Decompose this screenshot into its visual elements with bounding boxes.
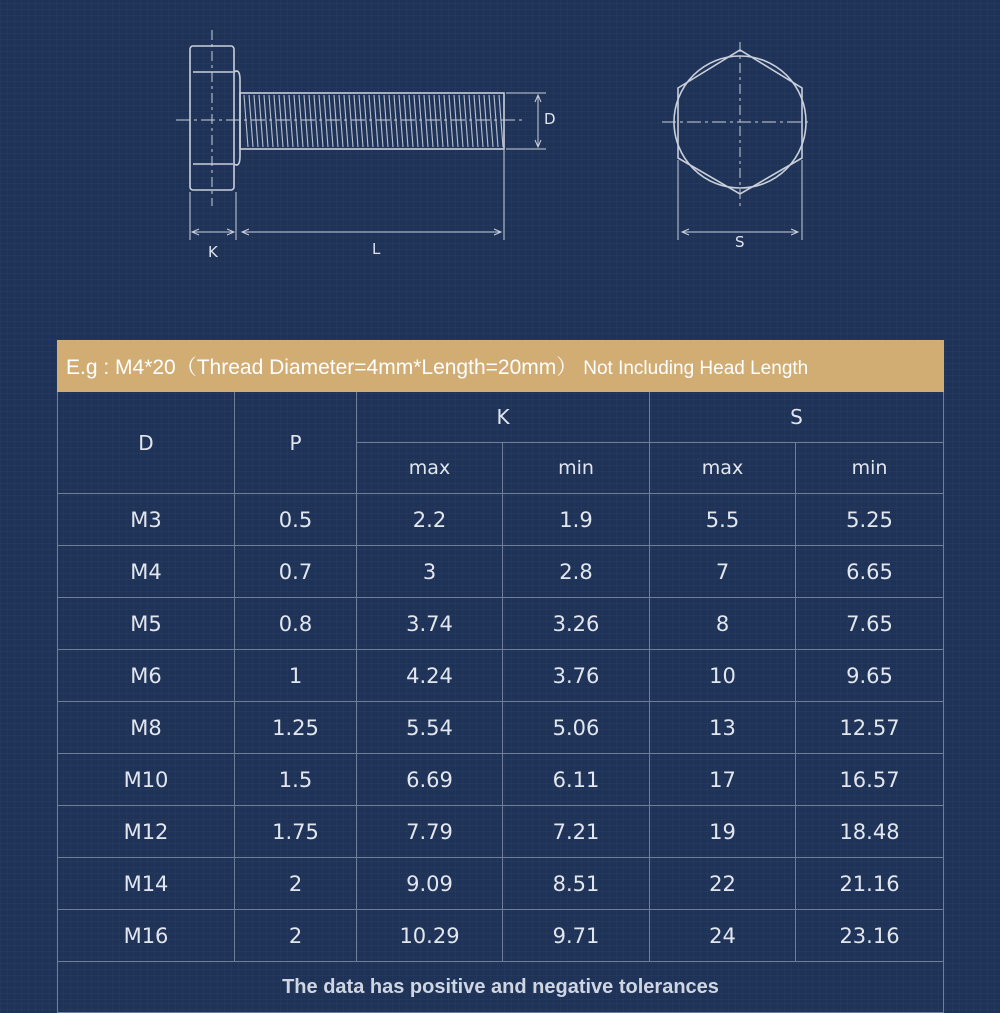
cell-s-max: 17 <box>650 754 796 806</box>
thread-line <box>334 95 338 147</box>
header-p: P <box>235 392 357 494</box>
thread-line <box>264 95 268 147</box>
thread-line <box>344 95 348 147</box>
thread-line <box>484 95 488 147</box>
spec-table <box>57 340 944 1013</box>
thread-line <box>399 95 403 147</box>
thread-line <box>279 95 283 147</box>
cell-s-max: 7 <box>650 546 796 598</box>
table-row <box>58 494 944 546</box>
dimension-k-l <box>190 150 504 240</box>
table-row <box>58 858 944 910</box>
bolt-hex-view <box>662 42 810 206</box>
cell-k-max: 10.29 <box>357 910 503 962</box>
thread-line <box>269 95 273 147</box>
thread-line <box>449 95 453 147</box>
banner-note-text: Not Including Head Length <box>583 358 809 379</box>
cell-s-max: 19 <box>650 806 796 858</box>
thread-line <box>284 95 288 147</box>
footnote-row <box>58 962 944 1013</box>
thread-line <box>369 95 373 147</box>
cell-p: 1.25 <box>235 702 357 754</box>
bolt-diagram <box>0 0 1000 330</box>
header-d: D <box>58 392 235 494</box>
thread-line <box>244 95 248 147</box>
thread-line <box>324 95 328 147</box>
thread-line <box>384 95 388 147</box>
cell-p: 2 <box>235 858 357 910</box>
thread-line <box>259 95 263 147</box>
thread-line <box>374 95 378 147</box>
thread-line <box>464 95 468 147</box>
thread-line <box>364 95 368 147</box>
cell-s-min: 18.48 <box>796 806 944 858</box>
thread-line <box>389 95 393 147</box>
cell-p: 1.5 <box>235 754 357 806</box>
thread-line <box>254 95 258 147</box>
cell-p: 1.75 <box>235 806 357 858</box>
header-s: S <box>650 392 944 443</box>
cell-d: M5 <box>58 598 235 650</box>
thread-line <box>349 95 353 147</box>
cell-k-min: 6.11 <box>503 754 650 806</box>
cell-k-min: 8.51 <box>503 858 650 910</box>
cell-p: 0.8 <box>235 598 357 650</box>
label-k: K <box>208 243 218 261</box>
dimension-d <box>506 93 546 149</box>
thread-line <box>479 95 483 147</box>
cell-d: M4 <box>58 546 235 598</box>
cell-k-min: 3.76 <box>503 650 650 702</box>
thread-line <box>429 95 433 147</box>
cell-s-max: 22 <box>650 858 796 910</box>
header-row <box>58 392 944 443</box>
thread-line <box>404 95 408 147</box>
cell-p: 2 <box>235 910 357 962</box>
thread-line <box>409 95 413 147</box>
header-k-min: min <box>503 443 650 494</box>
thread-line <box>474 95 478 147</box>
thread-line <box>454 95 458 147</box>
thread-line <box>339 95 343 147</box>
cell-k-max: 3 <box>357 546 503 598</box>
cell-d: M8 <box>58 702 235 754</box>
cell-k-min: 2.8 <box>503 546 650 598</box>
thread-line <box>319 95 323 147</box>
header-k: K <box>357 392 650 443</box>
cell-d: M3 <box>58 494 235 546</box>
label-d: D <box>544 110 556 128</box>
table-row <box>58 806 944 858</box>
cell-p: 0.5 <box>235 494 357 546</box>
banner-row <box>58 341 944 392</box>
cell-s-min: 21.16 <box>796 858 944 910</box>
thread-line <box>414 95 418 147</box>
thread-line <box>299 95 303 147</box>
cell-k-min: 3.26 <box>503 598 650 650</box>
thread-line <box>354 95 358 147</box>
cell-d: M12 <box>58 806 235 858</box>
cell-p: 0.7 <box>235 546 357 598</box>
cell-s-min: 12.57 <box>796 702 944 754</box>
cell-s-min: 9.65 <box>796 650 944 702</box>
thread-line <box>439 95 443 147</box>
tolerance-footnote: The data has positive and negative tolerances <box>58 962 944 1013</box>
cell-s-max: 10 <box>650 650 796 702</box>
thread-line <box>469 95 473 147</box>
cell-k-max: 3.74 <box>357 598 503 650</box>
cell-d: M16 <box>58 910 235 962</box>
table-row <box>58 546 944 598</box>
bolt-threads <box>244 95 503 147</box>
cell-s-min: 23.16 <box>796 910 944 962</box>
thread-line <box>304 95 308 147</box>
banner-main-text: E.g : M4*20（Thread Diameter=4mm*Length=20mm） <box>66 356 578 379</box>
bolt-side-view <box>176 30 524 206</box>
cell-s-max: 5.5 <box>650 494 796 546</box>
cell-k-min: 7.21 <box>503 806 650 858</box>
table-row <box>58 598 944 650</box>
cell-k-max: 9.09 <box>357 858 503 910</box>
header-s-min: min <box>796 443 944 494</box>
thread-line <box>394 95 398 147</box>
header-s-max: max <box>650 443 796 494</box>
label-s: S <box>735 233 745 251</box>
thread-line <box>379 95 383 147</box>
thread-line <box>359 95 363 147</box>
header-k-max: max <box>357 443 503 494</box>
cell-s-max: 8 <box>650 598 796 650</box>
cell-k-max: 6.69 <box>357 754 503 806</box>
example-banner <box>58 341 944 392</box>
cell-d: M6 <box>58 650 235 702</box>
thread-line <box>499 95 503 147</box>
thread-line <box>494 95 498 147</box>
cell-k-min: 9.71 <box>503 910 650 962</box>
cell-k-max: 7.79 <box>357 806 503 858</box>
table-row <box>58 650 944 702</box>
thread-line <box>289 95 293 147</box>
cell-s-max: 24 <box>650 910 796 962</box>
thread-line <box>419 95 423 147</box>
table-row <box>58 754 944 806</box>
cell-d: M10 <box>58 754 235 806</box>
thread-line <box>294 95 298 147</box>
label-l: L <box>372 240 381 258</box>
thread-line <box>444 95 448 147</box>
cell-k-max: 5.54 <box>357 702 503 754</box>
thread-line <box>459 95 463 147</box>
cell-k-max: 4.24 <box>357 650 503 702</box>
thread-line <box>274 95 278 147</box>
cell-s-max: 13 <box>650 702 796 754</box>
cell-d: M14 <box>58 858 235 910</box>
cell-p: 1 <box>235 650 357 702</box>
thread-line <box>489 95 493 147</box>
thread-line <box>329 95 333 147</box>
thread-line <box>434 95 438 147</box>
cell-s-min: 7.65 <box>796 598 944 650</box>
cell-s-min: 6.65 <box>796 546 944 598</box>
table-row <box>58 702 944 754</box>
thread-line <box>314 95 318 147</box>
cell-k-max: 2.2 <box>357 494 503 546</box>
cell-k-min: 5.06 <box>503 702 650 754</box>
cell-k-min: 1.9 <box>503 494 650 546</box>
thread-line <box>309 95 313 147</box>
table-row <box>58 910 944 962</box>
cell-s-min: 5.25 <box>796 494 944 546</box>
thread-line <box>424 95 428 147</box>
thread-line <box>249 95 253 147</box>
cell-s-min: 16.57 <box>796 754 944 806</box>
